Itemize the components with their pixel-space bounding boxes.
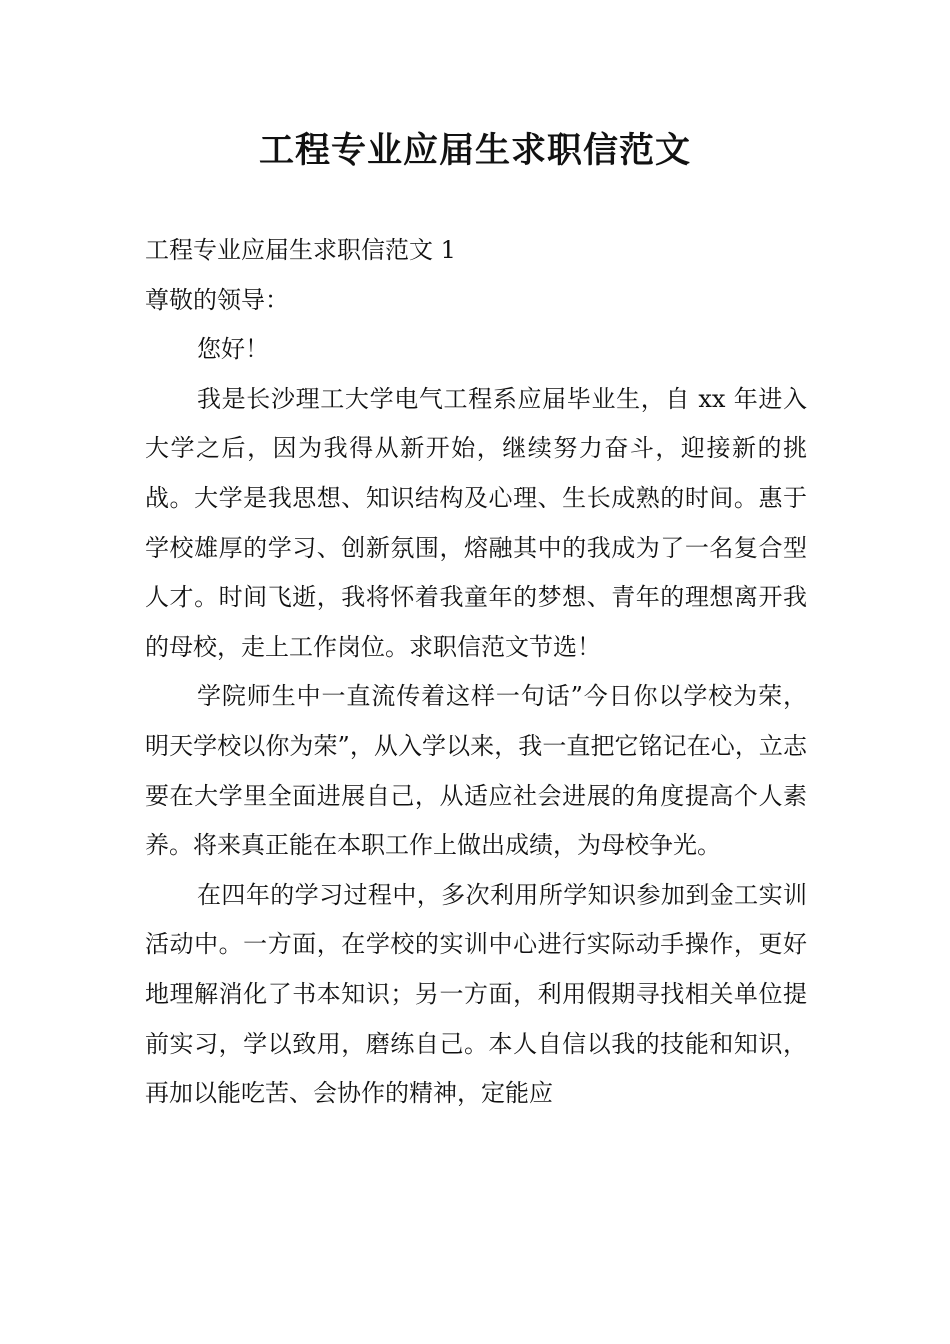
document-title: 工程专业应届生求职信范文 (258, 130, 691, 171)
paragraph-motto: 学院师生中一直流传着这样一句话”今日你以学校为荣，明天学校以你为荣”，从入学以来，我一直把它铭记在心，立志要在大学里全面进展自己，从适应社会进展的角度提高个人素养。将来真正能在本职工作上做出成绩，为母校争光。 (145, 682, 807, 860)
document-body (145, 226, 807, 1119)
greeting: 您好！ (197, 335, 269, 364)
paragraph-intro: 我是长沙理工大学电气工程系应届毕业生，自 xx 年进入大学之后，因为我得从新开始，继续努力奋斗，迎接新的挑战。大学是我思想、知识结构及心理、生长成熟的时间。惠于学校雄厚的学习、创新氛围，熔融其中的我成为了一名复合型人才。时间飞逝，我将怀着我童年的梦想、青年的理想离开我的母校，走上工作岗位。求职信范文节选！ (145, 384, 807, 661)
salutation: 尊敬的领导： (145, 285, 289, 314)
paragraph-practice: 在四年的学习过程中，多次利用所学知识参加到金工实训活动中。一方面，在学校的实训中心进行实际动手操作，更好地理解消化了书本知识；另一方面，利用假期寻找相关单位提前实习，学以致用，磨练自己。本人自信以我的技能和知识，再加以能吃苦、会协作的精神，定能应 (145, 880, 807, 1108)
document-subtitle: 工程专业应届生求职信范文 1 (145, 236, 456, 264)
